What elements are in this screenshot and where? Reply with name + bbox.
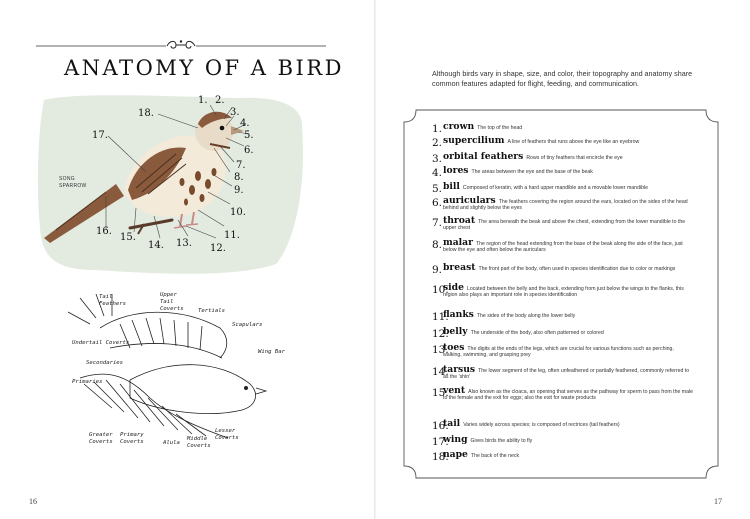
title-flourish [36,38,326,52]
glossary-entry [432,364,694,388]
callout-6: 6. [244,145,254,156]
species-label-line: SONG [59,176,75,182]
callout-2: 2. [215,95,225,106]
entry-term: vent [443,385,466,396]
callout-14: 14. [148,240,164,251]
page-number-left: 16 [29,497,37,506]
label-line: Feathers [99,301,126,307]
page-number-right: 17 [714,497,722,506]
entry-number: 12. [432,328,449,340]
entry-number: 7. [432,217,443,229]
entry-definition: The front part of the body, often used in species identification due to color or markings [478,266,676,272]
label-tail-feathers [99,294,126,308]
label-tertials [198,308,225,315]
label-line: Undertail Coverts [72,340,130,346]
callout-3: 3. [230,107,240,118]
entry-definition: Varies widely across species; is composed of rectrices (tail feathers) [463,422,620,428]
entry-term: tarsus [443,364,476,375]
callout-17: 17. [92,130,108,141]
label-line: Scapulars [232,322,263,328]
entry-definition: Rows of tiny feathers that encircle the eye [526,155,623,161]
entry-number: 6. [432,197,443,209]
anatomy-glossary [432,121,694,466]
entry-definition: The areas between the eye and the base of the beak [471,169,593,175]
label-line: Middle [187,436,208,442]
entry-number: 4. [432,167,443,179]
label-line: Coverts [215,435,239,441]
entry-term: wing [443,434,468,445]
entry-number: 1. [432,123,443,135]
label-line: Tail [99,294,113,300]
entry-definition: The lower segment of the leg, often unfeathered or partially feathered, commonly referred to as the 'shin' [443,368,690,381]
callout-5: 5. [244,130,254,141]
entry-number: 8. [432,239,443,251]
entry-definition: The area beneath the beak and above the chest, extending from the lower mandible to the upper chest [443,219,686,232]
entry-definition: Gives birds the ability to fly [470,438,533,444]
entry-number: 14. [432,366,449,378]
page-gutter [374,0,376,519]
entry-number: 16. [432,420,449,432]
entry-definition: The top of the head [477,125,523,131]
entry-number: 2. [432,137,443,149]
entry-term: flanks [443,309,474,320]
label-upper-tail-coverts [160,292,184,313]
label-middle-coverts [187,436,211,450]
label-line: Alula [163,440,180,446]
label-greater-coverts [89,432,113,446]
callout-11: 11. [224,230,240,241]
label-primary-coverts [120,432,144,446]
entry-term: lores [443,165,469,176]
entry-number: 3. [432,153,443,165]
label-undertail-coverts [72,340,129,347]
glossary-entry [432,262,694,285]
entry-term: crown [443,121,475,132]
label-alula [163,440,180,447]
entry-number: 5. [432,183,443,195]
label-line: Upper [160,292,177,298]
label-line: Coverts [120,439,144,445]
entry-term: tail [443,418,461,429]
callout-1: 1. [198,95,208,106]
entry-definition: The feathers covering the region around the ears, located on the sides of the head behind and slightly below the eyes [443,199,688,212]
label-line: Secondaries [86,360,124,366]
label-line: Tertials [198,308,225,314]
label-primaries [72,379,102,386]
entry-definition: A line of feathers that runs above the eye like an eyebrow [507,139,640,145]
entry-definition: The sides of the body along the lower belly [476,313,576,319]
page-title: ANATOMY OF A BIRD [64,56,345,80]
label-scapulars [232,322,262,329]
label-line: Coverts [160,306,184,312]
glossary-entry [432,282,694,312]
callout-13: 13. [176,238,192,249]
label-secondaries [86,360,123,367]
entry-definition: Located between the belly and the back, extending from just below the wings to the flanks, this region also plays an important role in species identification [443,286,684,299]
entry-term: malar [443,237,473,248]
label-line: Coverts [89,439,113,445]
entry-term: auriculars [443,195,496,206]
glossary-entry [432,434,694,452]
callout-4: 4. [240,118,250,129]
label-line: Greater [89,432,113,438]
callout-18: 18. [138,108,154,119]
entry-number: 10. [432,284,449,296]
entry-term: orbital feathers [443,151,524,162]
label-lesser-coverts [215,428,239,442]
callout-8: 8. [234,172,244,183]
entry-number: 13. [432,344,449,356]
callout-7: 7. [236,160,246,171]
entry-term: throat [443,215,476,226]
glossary-entry [432,151,694,168]
label-line: Primaries [72,379,103,385]
label-line: Wing Bar [258,349,285,355]
entry-definition: The digits at the ends of the legs, which are crucial for various functions such as perching, walking, swimming, and grasping prey [443,346,674,359]
label-line: Primary [120,432,144,438]
glossary-entry [432,449,694,466]
entry-number: 17. [432,436,449,448]
callout-16: 16. [96,226,112,237]
callout-12: 12. [210,243,226,254]
label-line: Lesser [215,428,236,434]
entry-term: side [443,282,464,293]
entry-term: breast [443,262,476,273]
entry-definition: Also known as the cloaca, an opening that serves as the pathway for sperm to pass from the male to the female and the exit for eggs; also the exit for waste products [443,389,694,402]
entry-number: 15. [432,387,449,399]
entry-definition: Composed of keratin, with a hard upper mandible and a movable lower mandible [462,185,649,191]
glossary-entry [432,418,694,437]
callout-10: 10. [230,207,246,218]
intro-paragraph: Although birds vary in shape, size, and color, their topography and anatomy share common features adapted for flight, feeding, and communication. [432,69,693,88]
entry-definition: The back of the neck [470,453,520,459]
glossary-entry [432,385,694,421]
entry-term: nape [443,449,468,460]
entry-number: 11. [432,311,449,323]
glossary-entry [432,165,694,184]
entry-term: supercilium [443,135,505,146]
entry-term: belly [443,326,468,337]
label-line: Tail [160,299,174,305]
label-line: Coverts [187,443,211,449]
callout-9: 9. [234,185,244,196]
entry-term: bill [443,181,460,192]
entry-number: 9. [432,264,443,276]
species-label [59,176,87,190]
callout-15: 15. [120,232,136,243]
glossary-entry [432,326,694,345]
species-label-line: SPARROW [59,183,87,189]
label-wing-bar [258,349,285,356]
entry-number: 18. [432,451,449,463]
entry-definition: The underside of the body, also often patterned or colored [470,330,604,336]
entry-term: toes [443,342,465,353]
entry-definition: The region of the head extending from the base of the beak along the side of the face, just below the eye and often below the auriculars [443,241,683,254]
glossary-entry [432,309,694,329]
